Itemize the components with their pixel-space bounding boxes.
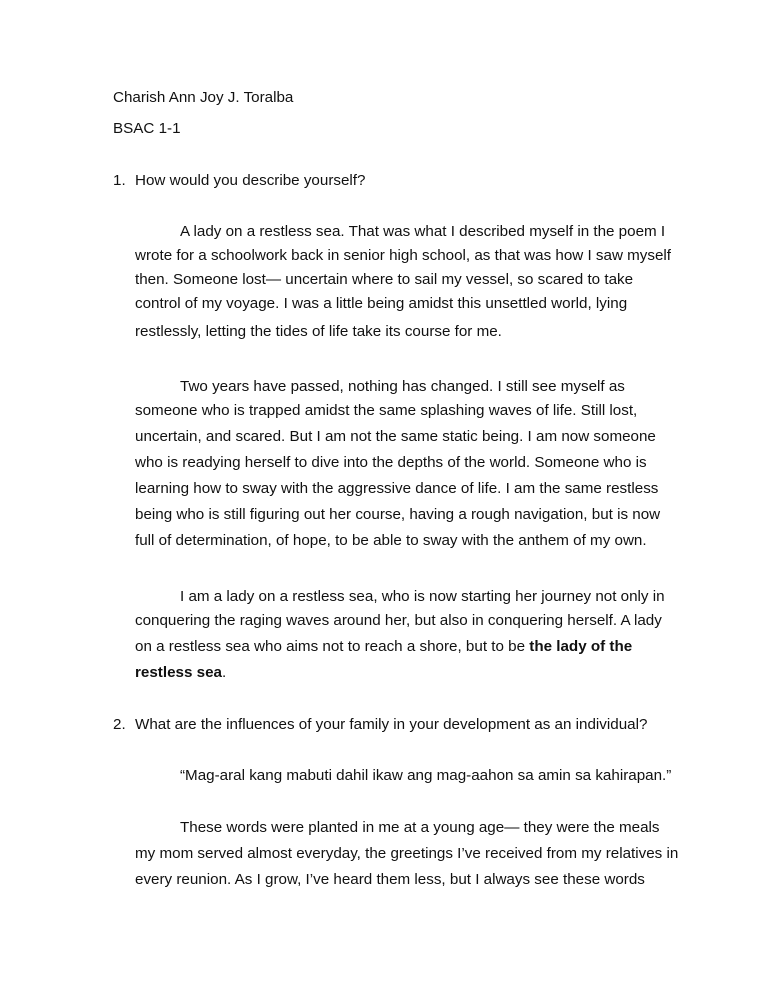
question-number: 2.	[113, 716, 126, 733]
bold-phrase: the lady of the	[529, 638, 633, 655]
paragraph-line: full of determination, of hope, to be able to sway with the anthem of my own.	[135, 532, 647, 549]
paragraph-line: learning how to sway with the aggressive dance of life. I am the same restless	[135, 480, 659, 497]
paragraph-line: someone who is trapped amidst the same splashing waves of life. Still lost,	[135, 402, 638, 419]
paragraph-line: being who is still figuring out her course, having a rough navigation, but is now	[135, 506, 661, 523]
paragraph-line: A lady on a restless sea. That was what I described myself in the poem I	[180, 223, 666, 240]
question-number: 1.	[113, 172, 126, 189]
bold-phrase: restless sea	[135, 664, 222, 681]
paragraph-line: uncertain, and scared. But I am not the same static being. I am now someone	[135, 428, 656, 445]
paragraph-line: every reunion. As I grow, I’ve heard them less, but I always see these words	[135, 871, 645, 888]
paragraph-line: conquering the raging waves around her, but also in conquering herself. A lady	[135, 612, 662, 629]
paragraph-line: then. Someone lost— uncertain where to sail my vessel, so scared to take	[135, 271, 634, 288]
paragraph-line: wrote for a schoolwork back in senior high school, as that was how I saw myself	[135, 247, 672, 264]
paragraph-line: control of my voyage. I was a little being amidst this unsettled world, lying	[135, 295, 628, 312]
class-section: BSAC 1-1	[113, 120, 181, 137]
paragraph-line: I am a lady on a restless sea, who is now starting her journey not only in	[180, 588, 665, 605]
paragraph-line	[135, 663, 226, 683]
plain-text: .	[221, 664, 227, 681]
paragraph-line: who is readying herself to dive into the depths of the world. Someone who is	[135, 454, 647, 471]
author-name: Charish Ann Joy J. Toralba	[113, 89, 294, 106]
quote: “Mag-aral kang mabuti dahil ikaw ang mag-aahon sa amin sa kahirapan.”	[180, 767, 672, 784]
paragraph-line	[135, 637, 632, 657]
paragraph-line: my mom served almost everyday, the greetings I’ve received from my relatives in	[135, 845, 679, 862]
question-text: What are the influences of your family in your development as an individual?	[135, 716, 648, 733]
paragraph-line: These words were planted in me at a young age— they were the meals	[180, 819, 660, 836]
question-text: How would you describe yourself?	[135, 172, 366, 189]
paragraph-line: Two years have passed, nothing has changed. I still see myself as	[180, 378, 625, 395]
paragraph-line: restlessly, letting the tides of life take its course for me.	[135, 323, 502, 340]
plain-text: on a restless sea who aims not to reach a shore, but to be	[135, 638, 530, 655]
